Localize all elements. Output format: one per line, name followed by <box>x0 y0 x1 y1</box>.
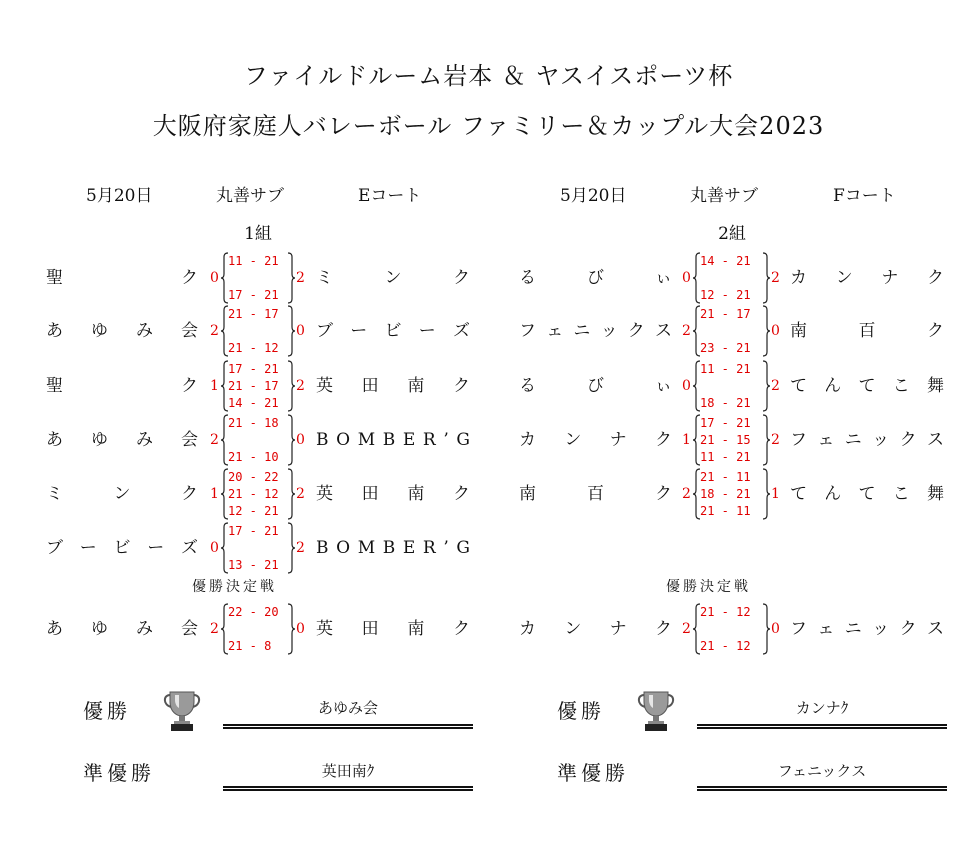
set-score: 21 - 17 <box>700 307 751 321</box>
team-b-name: ミ ン ク <box>316 268 470 288</box>
right-venue: 丸善サブ <box>690 186 758 206</box>
team-a-score: 0 <box>682 378 691 394</box>
team-b-name: て ん て こ 舞 <box>790 376 944 396</box>
left-winner-name: あゆみ会 <box>317 699 378 717</box>
team-b-score: 2 <box>771 270 780 286</box>
team-a-name: ミ ン ク <box>46 484 198 504</box>
team-b-score: 2 <box>296 270 305 286</box>
set-score: 21 - 12 <box>228 341 279 355</box>
right-runner-name: フェニックス <box>777 762 867 780</box>
team-a-score: 1 <box>682 432 691 448</box>
team-b-name: 英 田 南 ク <box>316 619 470 639</box>
right-runner-underline <box>697 786 947 791</box>
left-runner-underline <box>223 786 473 791</box>
team-b-name: フ ェ ニ ッ ク ス <box>790 430 944 450</box>
team-a-score: 1 <box>210 486 219 502</box>
team-b-score: 0 <box>296 621 305 637</box>
team-b-name: て ん て こ 舞 <box>790 484 944 504</box>
set-score: 22 - 20 <box>228 605 279 619</box>
team-b-score: 1 <box>771 486 780 502</box>
set-score: 21 - 15 <box>700 433 751 447</box>
right-winner-label: 優勝 <box>557 699 605 723</box>
team-a-score: 2 <box>682 486 691 502</box>
team-a-score: 2 <box>210 621 219 637</box>
team-a-name: る び ぃ <box>519 376 672 396</box>
team-b-name: B O M B E R ’ G <box>316 538 470 558</box>
left-group: 1組 <box>244 224 272 244</box>
team-b-score: 2 <box>296 378 305 394</box>
set-score: 21 - 12 <box>228 487 279 501</box>
team-a-name: あ ゆ み 会 <box>46 619 198 639</box>
set-score: 21 - 11 <box>700 504 751 518</box>
team-b-name: カ ン ナ ク <box>790 268 944 288</box>
team-a-score: 2 <box>210 432 219 448</box>
team-a-name: フ ェ ニ ッ ク ス <box>519 321 672 341</box>
bracket-right <box>287 414 295 466</box>
team-b-name: 英 田 南 ク <box>316 484 470 504</box>
title-line-1: ファイルドルーム岩本 ＆ ヤスイスポーツ杯 <box>243 62 734 90</box>
team-a-name: ブ ー ビ ー ズ <box>46 538 198 558</box>
team-a-score: 0 <box>210 270 219 286</box>
right-court: Fコート <box>833 186 896 206</box>
set-score: 21 - 17 <box>228 379 279 393</box>
set-score: 17 - 21 <box>228 288 279 302</box>
team-b-name: B O M B E R ’ G <box>316 430 470 450</box>
team-b-name: フ ェ ニ ッ ク ス <box>790 619 944 639</box>
bracket-right <box>287 603 295 655</box>
team-b-score: 2 <box>296 540 305 556</box>
team-b-name: 南 百 ク <box>790 321 944 341</box>
set-score: 21 - 10 <box>228 450 279 464</box>
set-score: 17 - 21 <box>228 362 279 376</box>
right-winner-name: カンナｸ <box>795 699 849 717</box>
set-score: 20 - 22 <box>228 470 279 484</box>
bracket-right <box>287 360 295 412</box>
set-score: 11 - 21 <box>228 254 279 268</box>
team-a-name: る び ぃ <box>519 268 672 288</box>
left-date: 5月20日 <box>86 186 153 206</box>
team-a-name: あ ゆ み 会 <box>46 430 198 450</box>
team-a-score: 2 <box>682 621 691 637</box>
set-score: 11 - 21 <box>700 450 751 464</box>
set-score: 12 - 21 <box>228 504 279 518</box>
right-winner-underline <box>697 724 947 729</box>
team-b-name: 英 田 南 ク <box>316 376 470 396</box>
team-a-score: 0 <box>210 540 219 556</box>
team-a-name: 聖 ク <box>46 268 198 288</box>
bracket-right <box>762 252 770 304</box>
trophy-icon <box>634 688 678 732</box>
team-a-score: 1 <box>210 378 219 394</box>
left-runner-label: 準優勝 <box>83 761 155 785</box>
team-b-score: 0 <box>771 323 780 339</box>
left-venue: 丸善サブ <box>216 186 284 206</box>
team-b-score: 0 <box>771 621 780 637</box>
set-score: 21 - 12 <box>700 639 751 653</box>
title-line-2: 大阪府家庭人バレーボール ファミリー＆カップル大会2023 <box>152 112 825 140</box>
set-score: 21 - 8 <box>228 639 272 653</box>
set-score: 21 - 18 <box>228 416 279 430</box>
team-a-name: 南 百 ク <box>519 484 672 504</box>
team-a-name: カ ン ナ ク <box>519 430 672 450</box>
left-final-label: 優勝決定戦 <box>192 579 277 595</box>
team-b-score: 2 <box>771 378 780 394</box>
set-score: 21 - 11 <box>700 470 751 484</box>
team-b-score: 2 <box>771 432 780 448</box>
trophy-icon <box>160 688 204 732</box>
set-score: 18 - 21 <box>700 396 751 410</box>
bracket-right <box>762 603 770 655</box>
team-b-score: 2 <box>296 486 305 502</box>
bracket-right <box>762 414 770 466</box>
team-b-name: ブ ー ビ ー ズ <box>316 321 470 341</box>
bracket-right <box>287 468 295 520</box>
set-score: 21 - 17 <box>228 307 279 321</box>
left-winner-label: 優勝 <box>83 699 131 723</box>
team-b-score: 0 <box>296 432 305 448</box>
bracket-right <box>762 468 770 520</box>
team-a-score: 0 <box>682 270 691 286</box>
left-winner-underline <box>223 724 473 729</box>
set-score: 14 - 21 <box>700 254 751 268</box>
team-a-score: 2 <box>682 323 691 339</box>
bracket-right <box>762 305 770 357</box>
set-score: 23 - 21 <box>700 341 751 355</box>
set-score: 13 - 21 <box>228 558 279 572</box>
team-a-name: あ ゆ み 会 <box>46 321 198 341</box>
set-score: 14 - 21 <box>228 396 279 410</box>
set-score: 17 - 21 <box>700 416 751 430</box>
team-a-score: 2 <box>210 323 219 339</box>
team-a-name: カ ン ナ ク <box>519 619 672 639</box>
set-score: 21 - 12 <box>700 605 751 619</box>
team-a-name: 聖 ク <box>46 376 198 396</box>
right-date: 5月20日 <box>560 186 627 206</box>
team-b-score: 0 <box>296 323 305 339</box>
set-score: 17 - 21 <box>228 524 279 538</box>
bracket-right <box>287 305 295 357</box>
set-score: 11 - 21 <box>700 362 751 376</box>
set-score: 12 - 21 <box>700 288 751 302</box>
left-runner-name: 英田南ｸ <box>321 762 375 780</box>
set-score: 18 - 21 <box>700 487 751 501</box>
bracket-right <box>287 252 295 304</box>
right-group: 2組 <box>718 224 746 244</box>
bracket-right <box>287 522 295 574</box>
bracket-right <box>762 360 770 412</box>
right-final-label: 優勝決定戦 <box>666 579 751 595</box>
right-runner-label: 準優勝 <box>557 761 629 785</box>
left-court: Eコート <box>358 186 422 206</box>
